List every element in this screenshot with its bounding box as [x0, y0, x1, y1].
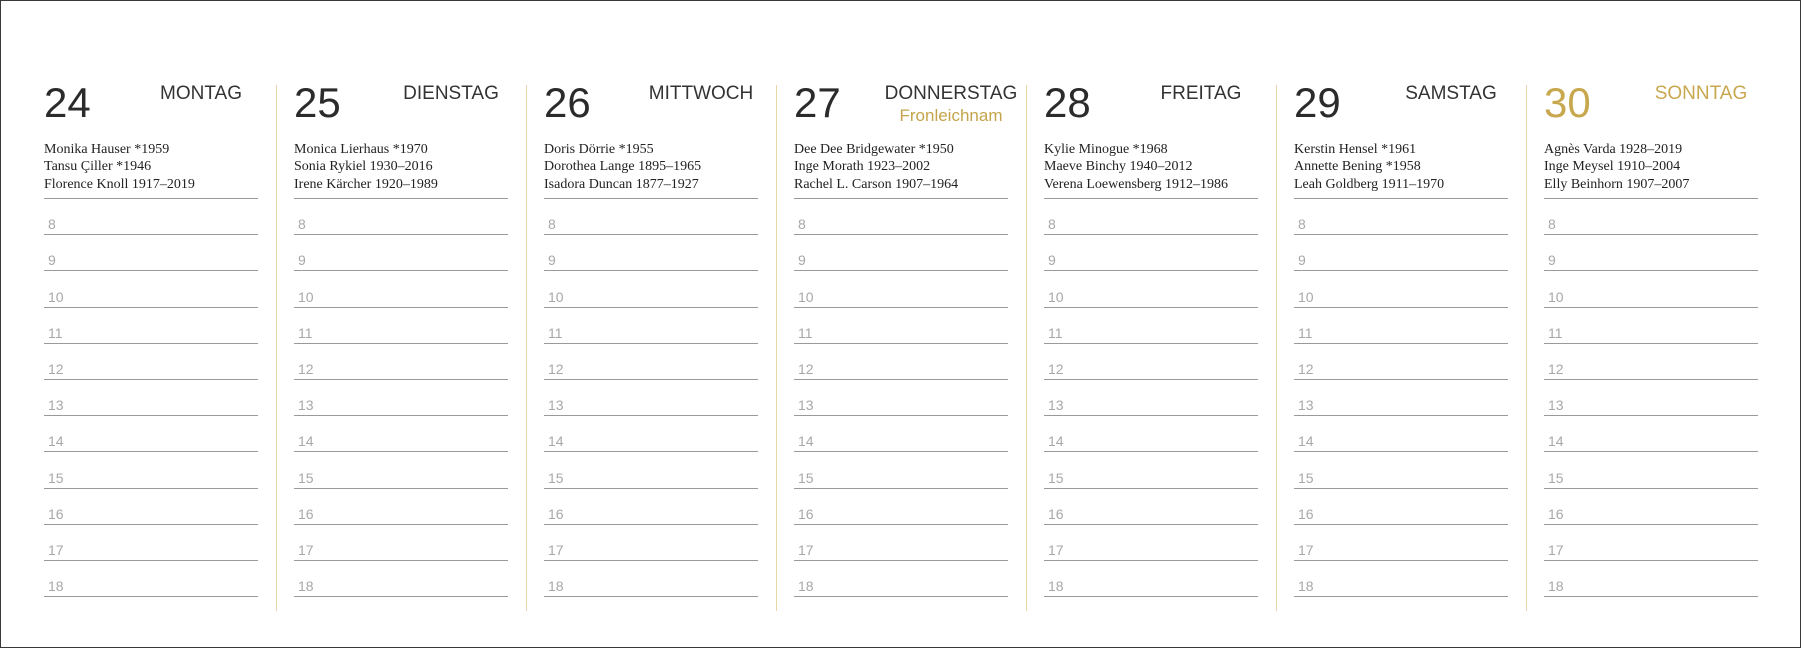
hour-label: 17 — [1298, 541, 1314, 558]
hour-label: 14 — [48, 433, 64, 450]
hour-label: 9 — [298, 252, 306, 269]
hour-slot[interactable] — [1044, 380, 1258, 416]
hour-label: 9 — [548, 252, 556, 269]
hour-slot[interactable] — [544, 199, 758, 235]
hour-slot[interactable] — [294, 380, 508, 416]
hour-label: 10 — [1048, 288, 1064, 305]
day-name: DIENSTAG — [403, 83, 499, 104]
hour-slot[interactable] — [1294, 344, 1508, 380]
person-entry: Monika Hauser *1959 — [44, 142, 170, 157]
hour-slot[interactable] — [1044, 199, 1258, 235]
hour-label: 17 — [1048, 541, 1064, 558]
day-name: SONNTAG — [1654, 83, 1748, 104]
person-entry: Doris Dörrie *1955 — [544, 142, 654, 157]
hour-slot[interactable] — [544, 308, 758, 344]
day-number: 24 — [44, 79, 91, 126]
hour-slot[interactable] — [294, 344, 508, 380]
hour-slot[interactable] — [294, 525, 508, 561]
person-entry: Sonia Rykiel 1930–2016 — [294, 159, 433, 175]
hour-label: 11 — [48, 324, 63, 341]
person-entry: Florence Knoll 1917–2019 — [44, 176, 195, 192]
hour-slot[interactable] — [1544, 271, 1758, 307]
hour-label: 14 — [1298, 433, 1314, 450]
hour-label: 16 — [1048, 505, 1064, 522]
person-entry: Verena Loewensberg 1912–1986 — [1044, 176, 1229, 192]
hour-label: 11 — [298, 324, 313, 341]
hour-slot[interactable] — [794, 561, 1008, 597]
hour-label: 13 — [1048, 397, 1064, 414]
hour-label: 15 — [1548, 469, 1564, 486]
hour-slot[interactable] — [794, 199, 1008, 235]
hour-label: 8 — [1048, 216, 1056, 233]
person-entry: Isadora Duncan 1877–1927 — [544, 176, 699, 192]
hour-label: 12 — [798, 360, 814, 377]
hour-label: 12 — [1298, 360, 1314, 377]
hour-label: 8 — [1548, 216, 1556, 233]
hour-label: 11 — [1548, 324, 1563, 341]
hour-slot[interactable] — [1544, 235, 1758, 271]
hour-label: 17 — [798, 541, 814, 558]
hour-label: 13 — [298, 397, 314, 414]
hour-slot[interactable] — [294, 308, 508, 344]
hour-slot[interactable] — [1544, 344, 1758, 380]
hour-label: 15 — [1048, 469, 1064, 486]
hour-slot[interactable] — [294, 561, 508, 597]
person-entry: Dorothea Lange 1895–1965 — [544, 159, 702, 175]
hour-label: 16 — [48, 505, 64, 522]
hour-slot[interactable] — [794, 344, 1008, 380]
hour-label: 9 — [1048, 252, 1056, 269]
day-number: 28 — [1044, 79, 1091, 126]
hour-label: 9 — [1298, 252, 1306, 269]
hour-slot[interactable] — [44, 235, 258, 271]
person-entry: Leah Goldberg 1911–1970 — [1294, 176, 1445, 192]
hour-label: 10 — [298, 288, 314, 305]
day-name: MITTWOCH — [648, 83, 754, 104]
hour-slot[interactable] — [544, 416, 758, 452]
hour-slot[interactable] — [44, 452, 258, 488]
birthday-list — [794, 141, 1008, 193]
hour-label: 14 — [298, 433, 314, 450]
hour-label: 14 — [1048, 433, 1064, 450]
column-separator — [1276, 85, 1277, 611]
hour-slots — [1294, 199, 1508, 597]
hour-slot[interactable] — [44, 561, 258, 597]
hour-slot[interactable] — [1044, 525, 1258, 561]
hour-slot[interactable] — [1294, 235, 1508, 271]
hour-label: 14 — [798, 433, 814, 450]
hour-label: 15 — [798, 469, 814, 486]
hour-label: 17 — [48, 541, 64, 558]
column-separator — [526, 85, 527, 611]
person-entry: Inge Meysel 1910–2004 — [1544, 159, 1681, 175]
hour-label: 15 — [1298, 469, 1314, 486]
hour-slot[interactable] — [44, 416, 258, 452]
day-name: MONTAG — [160, 83, 242, 104]
hour-slot[interactable] — [1544, 525, 1758, 561]
hour-slots — [294, 199, 508, 597]
hour-slot[interactable] — [1544, 380, 1758, 416]
person-entry: Inge Morath 1923–2002 — [794, 159, 931, 175]
hour-slot[interactable] — [544, 380, 758, 416]
hour-label: 15 — [48, 469, 64, 486]
person-entry: Dee Dee Bridgewater *1950 — [794, 142, 954, 157]
hour-label: 15 — [298, 469, 314, 486]
hour-slot[interactable] — [294, 452, 508, 488]
day-number: 27 — [794, 79, 841, 126]
hour-slot[interactable] — [294, 271, 508, 307]
hour-label: 17 — [1548, 541, 1564, 558]
hour-slot[interactable] — [44, 308, 258, 344]
hour-label: 13 — [1548, 397, 1564, 414]
week-view — [1, 1, 1800, 647]
hour-slot[interactable] — [44, 199, 258, 235]
hour-slot[interactable] — [44, 489, 258, 525]
hour-label: 10 — [798, 288, 814, 305]
hour-label: 11 — [1048, 324, 1063, 341]
hour-slot[interactable] — [794, 489, 1008, 525]
hour-slot[interactable] — [1294, 525, 1508, 561]
hour-slot[interactable] — [544, 452, 758, 488]
holiday-label: Fronleichnam — [899, 106, 1003, 125]
hour-label: 10 — [1548, 288, 1564, 305]
hour-label: 13 — [548, 397, 564, 414]
day-number: 29 — [1294, 79, 1341, 126]
hour-slot[interactable] — [294, 489, 508, 525]
hour-label: 18 — [1548, 578, 1564, 595]
hour-slot[interactable] — [1044, 235, 1258, 271]
hour-slot[interactable] — [544, 561, 758, 597]
hour-label: 12 — [298, 360, 314, 377]
birthday-list — [1544, 141, 1758, 193]
hour-slot[interactable] — [1544, 199, 1758, 235]
day-number: 30 — [1544, 79, 1591, 126]
column-separator — [276, 85, 277, 611]
hour-slot[interactable] — [544, 344, 758, 380]
hour-slot[interactable] — [1044, 344, 1258, 380]
hour-label: 18 — [48, 578, 64, 595]
hour-label: 18 — [298, 578, 314, 595]
hour-slot[interactable] — [44, 344, 258, 380]
hour-label: 8 — [48, 216, 56, 233]
hour-label: 18 — [1298, 578, 1314, 595]
hour-slot[interactable] — [1544, 416, 1758, 452]
hour-label: 9 — [798, 252, 806, 269]
hour-label: 12 — [1548, 360, 1564, 377]
hour-label: 13 — [798, 397, 814, 414]
hour-slot[interactable] — [1294, 271, 1508, 307]
hour-slot[interactable] — [544, 489, 758, 525]
hour-label: 17 — [298, 541, 314, 558]
hour-label: 11 — [1298, 324, 1313, 341]
hour-label: 18 — [798, 578, 814, 595]
hour-label: 16 — [798, 505, 814, 522]
hour-label: 16 — [298, 505, 314, 522]
hour-slot[interactable] — [294, 235, 508, 271]
hour-slot[interactable] — [44, 271, 258, 307]
hour-label: 11 — [798, 324, 813, 341]
hour-label: 10 — [48, 288, 64, 305]
hour-slot[interactable] — [1294, 561, 1508, 597]
hour-label: 9 — [1548, 252, 1556, 269]
hour-slots — [44, 199, 258, 597]
hour-slot[interactable] — [1044, 452, 1258, 488]
day-name: FREITAG — [1160, 83, 1242, 104]
hour-slot[interactable] — [44, 380, 258, 416]
hour-slot[interactable] — [1544, 452, 1758, 488]
hour-label: 18 — [1048, 578, 1064, 595]
hour-slot[interactable] — [1044, 271, 1258, 307]
hour-slot[interactable] — [1044, 416, 1258, 452]
person-entry: Agnès Varda 1928–2019 — [1544, 142, 1683, 157]
person-entry: Irene Kärcher 1920–1989 — [294, 176, 438, 192]
hour-slots — [794, 199, 1008, 597]
hour-slot[interactable] — [794, 380, 1008, 416]
hour-slot[interactable] — [544, 525, 758, 561]
hour-slots — [1044, 199, 1258, 597]
birthday-list — [1044, 141, 1258, 193]
day-number: 25 — [294, 79, 341, 126]
hour-slot[interactable] — [1294, 489, 1508, 525]
hour-slot[interactable] — [1294, 308, 1508, 344]
birthday-list — [1294, 141, 1508, 193]
hour-slots — [544, 199, 758, 597]
hour-label: 10 — [548, 288, 564, 305]
hour-slot[interactable] — [1044, 308, 1258, 344]
hour-slot[interactable] — [794, 271, 1008, 307]
person-entry: Elly Beinhorn 1907–2007 — [1544, 176, 1690, 192]
person-entry: Annette Bening *1958 — [1294, 159, 1421, 175]
hour-label: 13 — [48, 397, 64, 414]
hour-slot[interactable] — [794, 308, 1008, 344]
hour-label: 9 — [48, 252, 56, 269]
column-separator — [776, 85, 777, 611]
hour-label: 16 — [1298, 505, 1314, 522]
column-separator — [1026, 85, 1027, 611]
hour-slot[interactable] — [1294, 416, 1508, 452]
hour-label: 17 — [548, 541, 564, 558]
birthday-list — [544, 141, 758, 193]
hour-slots — [1544, 199, 1758, 597]
hour-label: 8 — [798, 216, 806, 233]
hour-slot[interactable] — [1044, 489, 1258, 525]
hour-slot[interactable] — [544, 235, 758, 271]
person-entry: Rachel L. Carson 1907–1964 — [794, 176, 959, 192]
person-entry: Monica Lierhaus *1970 — [294, 142, 428, 157]
person-entry: Maeve Binchy 1940–2012 — [1044, 159, 1193, 175]
day-name: DONNERSTAG — [884, 83, 1018, 104]
hour-slot[interactable] — [794, 416, 1008, 452]
hour-slot[interactable] — [1294, 452, 1508, 488]
hour-label: 15 — [548, 469, 564, 486]
hour-label: 18 — [548, 578, 564, 595]
hour-label: 8 — [298, 216, 306, 233]
hour-label: 12 — [1048, 360, 1064, 377]
hour-slot[interactable] — [794, 452, 1008, 488]
hour-label: 8 — [548, 216, 556, 233]
day-name: SAMSTAG — [1405, 83, 1497, 104]
hour-label: 13 — [1298, 397, 1314, 414]
hour-label: 14 — [1548, 433, 1564, 450]
hour-slot[interactable] — [794, 525, 1008, 561]
person-entry: Kylie Minogue *1968 — [1044, 142, 1168, 157]
hour-slot[interactable] — [794, 235, 1008, 271]
hour-label: 8 — [1298, 216, 1306, 233]
hour-slot[interactable] — [1294, 199, 1508, 235]
hour-label: 11 — [548, 324, 563, 341]
hour-label: 10 — [1298, 288, 1314, 305]
day-number: 26 — [544, 79, 591, 126]
person-entry: Kerstin Hensel *1961 — [1294, 142, 1417, 157]
hour-label: 12 — [548, 360, 564, 377]
hour-slot[interactable] — [1544, 561, 1758, 597]
hour-label: 12 — [48, 360, 64, 377]
hour-label: 14 — [548, 433, 564, 450]
hour-slot[interactable] — [294, 416, 508, 452]
hour-slot[interactable] — [1294, 380, 1508, 416]
hour-slot[interactable] — [44, 525, 258, 561]
hour-slot[interactable] — [544, 271, 758, 307]
hour-slot[interactable] — [1044, 561, 1258, 597]
birthday-list — [294, 141, 508, 193]
hour-label: 16 — [1548, 505, 1564, 522]
hour-label: 16 — [548, 505, 564, 522]
hour-slot[interactable] — [294, 199, 508, 235]
hour-slot[interactable] — [1544, 489, 1758, 525]
hour-slot[interactable] — [1544, 308, 1758, 344]
person-entry: Tansu Çiller *1946 — [44, 159, 152, 175]
column-separator — [1526, 85, 1527, 611]
birthday-list — [44, 141, 258, 193]
